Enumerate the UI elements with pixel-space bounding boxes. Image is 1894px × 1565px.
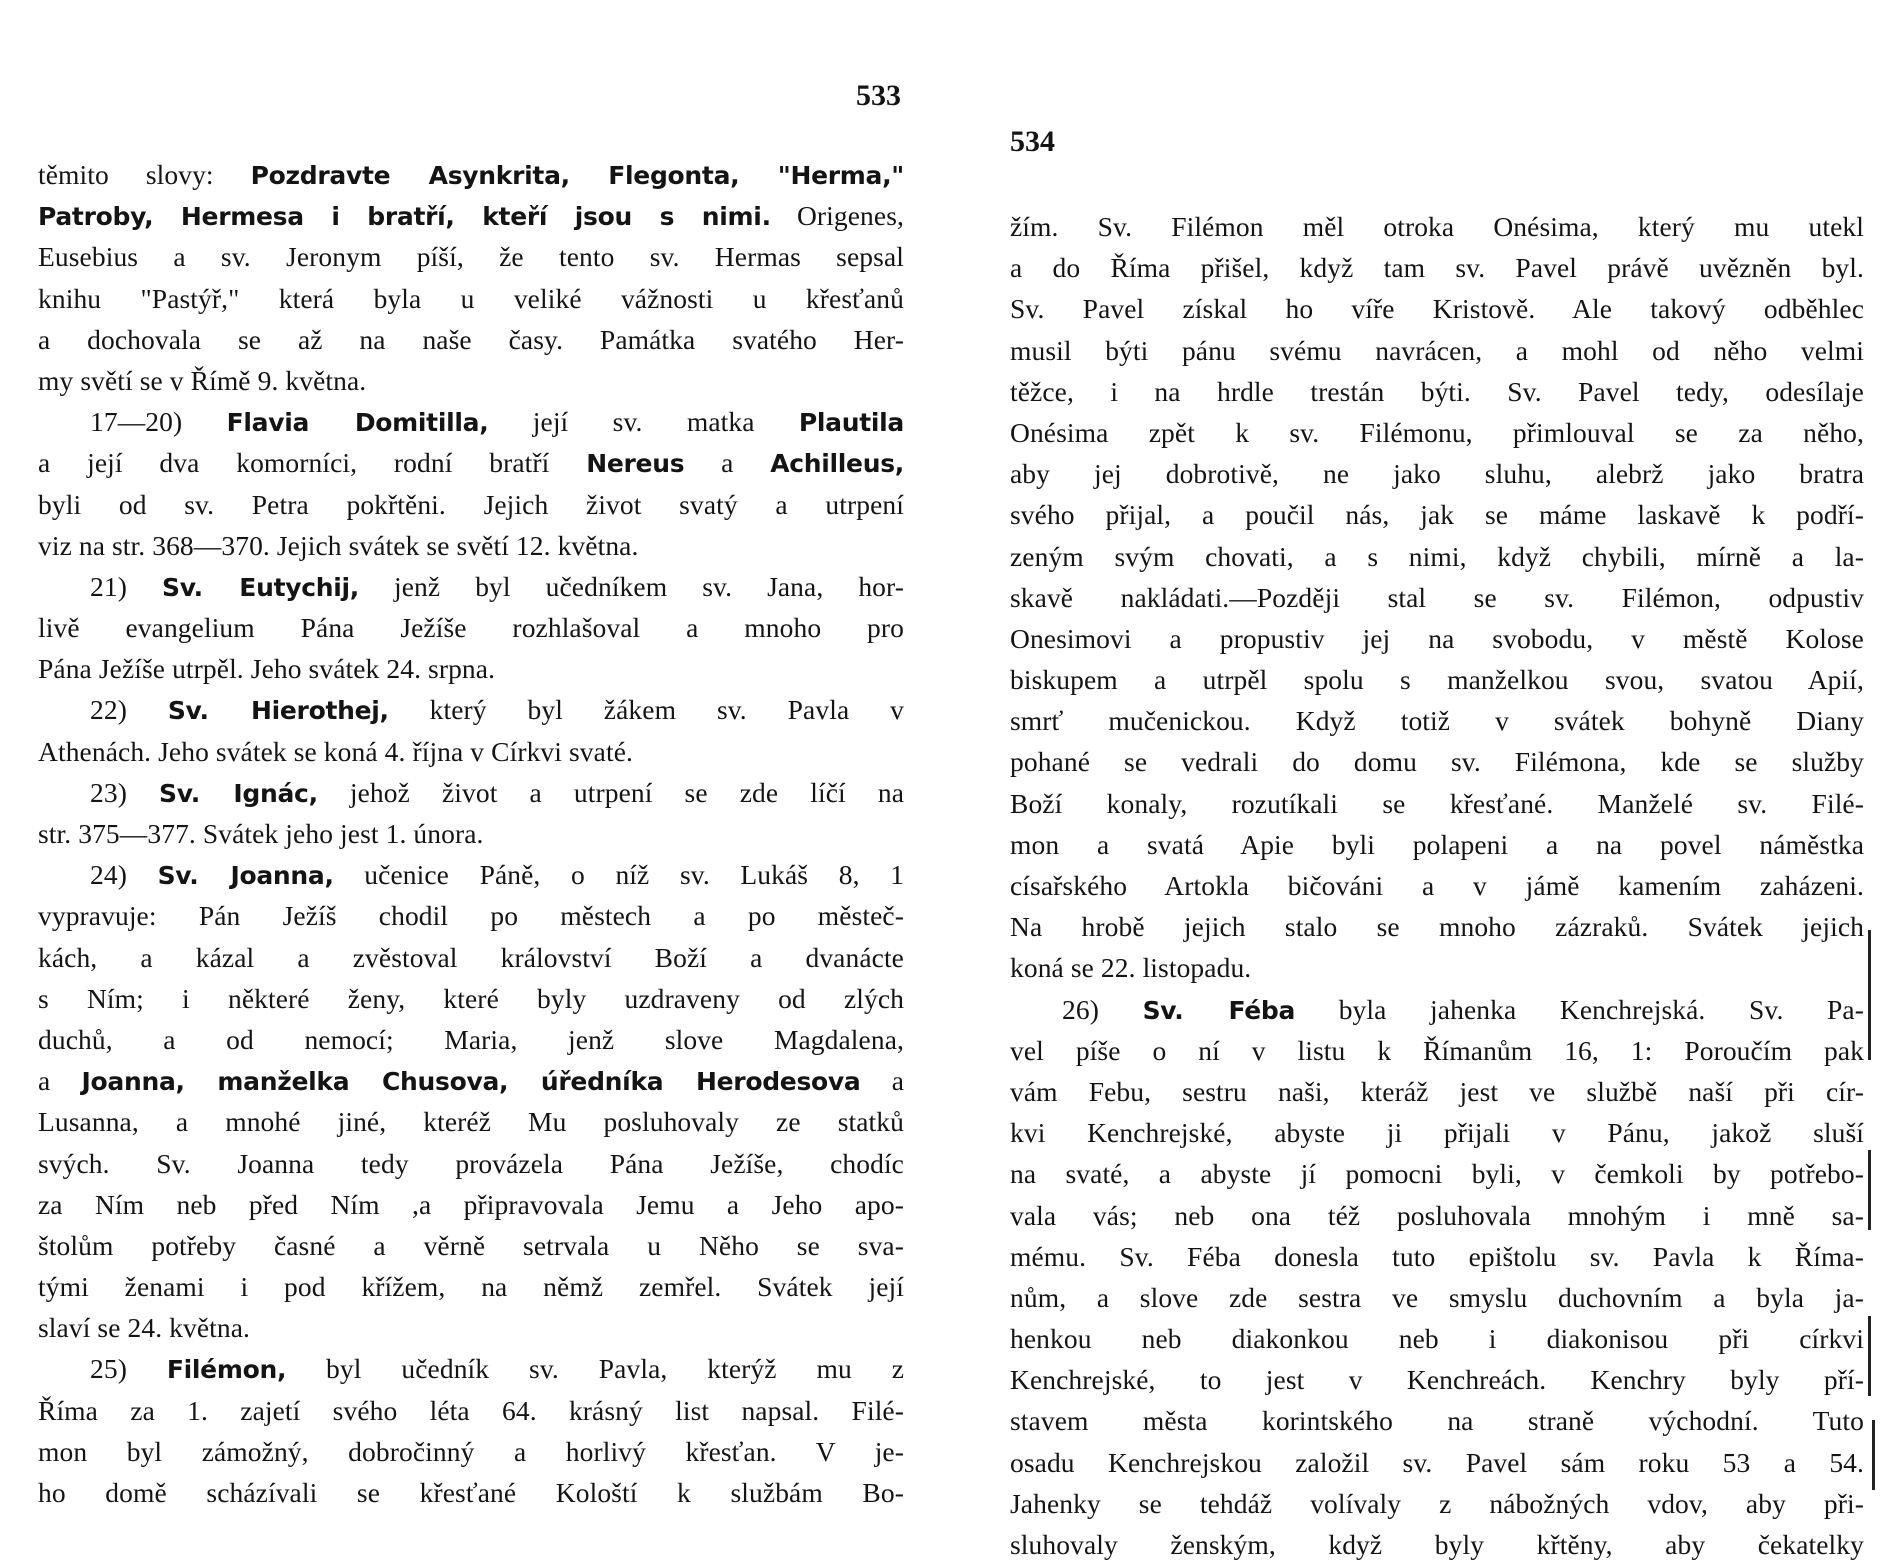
text-line	[1010, 1030, 1864, 1071]
text-run: 21)	[90, 570, 162, 602]
text-line	[1010, 1442, 1864, 1483]
text-line	[1010, 700, 1864, 741]
text-run: sluhovaly ženským, když byly křtěny, aby čekatelky	[1010, 1529, 1864, 1560]
text-run: Onesimovi a propustiv jej na svobodu, v městě Kolose	[1010, 622, 1864, 654]
text-line	[1010, 989, 1864, 1030]
text-line	[1010, 371, 1864, 412]
text-line	[1010, 1153, 1864, 1194]
text-line	[38, 1390, 904, 1431]
text-line	[1010, 1195, 1864, 1236]
text-run: pohané se vedrali do domu sv. Filémona, kde se služby	[1010, 746, 1864, 778]
text-run: livě evangelium Pána Ježíše rozhlašoval a mnoho pro	[38, 612, 904, 644]
text-run: Jahenky se tehdáž volívaly z nábožných vdov, aby při-	[1010, 1487, 1864, 1519]
bold-name: Pozdravte Asynkrita, Flegonta, "Herma,"	[250, 161, 904, 190]
text-run: skavě nakládati.—Později stal se sv. Filémon, odpustiv	[1010, 581, 1864, 613]
text-line	[38, 854, 904, 895]
margin-rule	[1868, 1316, 1871, 1396]
text-line	[38, 1266, 904, 1307]
text-line	[38, 566, 904, 607]
text-run: kvi Kenchrejské, abyste ji přijali v Pánu, jakož sluší	[1010, 1117, 1864, 1149]
text-line	[1010, 247, 1864, 288]
bold-name: Filémon,	[166, 1355, 287, 1385]
margin-rule	[1868, 1150, 1871, 1230]
text-run: 23)	[90, 776, 160, 808]
text-run: Boží konaly, rozutíkali se křesťané. Manželé sv. Filé-	[1010, 787, 1864, 819]
text-line	[1010, 1318, 1864, 1359]
text-run: císařského Artokla bičováni a v jámě kamením zaházeni.	[1010, 870, 1864, 901]
text-run: Origenes,	[770, 200, 904, 232]
text-line	[1010, 1236, 1864, 1277]
page-number: 533	[856, 79, 901, 112]
text-run: 22)	[90, 694, 168, 726]
text-line	[38, 937, 904, 978]
text-line	[1010, 206, 1864, 247]
text-run: těmito slovy:	[38, 159, 251, 190]
text-run: osadu Kenchrejskou založil sv. Pavel sám roku 53 a 54.	[1010, 1446, 1864, 1478]
text-run: vel píše o ní v listu k Římanům 16, 1: Poroučím pak	[1010, 1034, 1864, 1066]
text-run: a do Říma přišel, když tam sv. Pavel právě uvězněn byl.	[1010, 252, 1864, 284]
text-run: a	[860, 1065, 904, 1097]
text-run: vypravuje: Pán Ježíš chodil po městech a po městeč-	[38, 900, 904, 932]
text-run: my světí se v Římě 9. května.	[38, 364, 367, 396]
text-run: 24)	[90, 859, 158, 891]
text-run: musil býti pánu svému navrácen, a mohl od něho velmi	[1010, 334, 1864, 366]
text-run: koná se 22. listopadu.	[1010, 952, 1252, 984]
text-line	[1010, 288, 1864, 329]
text-line	[1010, 1524, 1864, 1565]
text-run: svých. Sv. Joanna tedy provázela Pána Ježíše, chodíc	[38, 1147, 904, 1179]
page-number: 534	[1010, 125, 1055, 158]
text-run: knihu "Pastýř," která byla u veliké vážnosti u křesťanů	[38, 282, 904, 314]
text-run: mon a svatá Apie byli polapeni a na povel náměstka	[1010, 828, 1864, 860]
text-run: mému. Sv. Féba donesla tuto epištolu sv. Pavla k Říma-	[1010, 1240, 1864, 1272]
text-line	[38, 1348, 904, 1389]
text-line	[1010, 453, 1864, 494]
text-line	[38, 978, 904, 1019]
text-run: viz na str. 368—370. Jejich svátek se světí 12. května.	[38, 529, 639, 561]
text-line	[38, 1472, 904, 1513]
bold-name: Joanna, manželka Chusova, úředníka Herodesova	[81, 1067, 861, 1097]
text-line	[38, 648, 904, 689]
text-line	[1010, 1359, 1864, 1400]
text-line	[1010, 1277, 1864, 1318]
text-run: biskupem a utrpěl spolu s manželkou svou, svatou Apií,	[1010, 664, 1864, 696]
text-line	[38, 1101, 904, 1142]
text-run: a dochovala se až na naše časy. Památka svatého Her-	[38, 323, 904, 355]
text-run: ho domě scházívali se křesťané Koloští k službám Bo-	[38, 1477, 904, 1508]
text-line	[1010, 906, 1864, 947]
text-run: Kenchrejské, to jest v Kenchreách. Kenchry byly pří-	[1010, 1364, 1864, 1396]
text-run: Říma za 1. zajetí svého léta 64. krásný list napsal. Filé-	[38, 1394, 904, 1426]
margin-rule	[1872, 1420, 1875, 1490]
text-run: str. 375—377. Svátek jeho jest 1. února.	[38, 818, 484, 849]
text-run: 26)	[1062, 993, 1143, 1025]
text-run: Sv. Pavel získal ho víře Kristově. Ale takový odběhlec	[1010, 293, 1864, 325]
text-line	[38, 1143, 904, 1184]
text-run: nům, a slove zde sestra ve smyslu duchovním a byla ja-	[1010, 1281, 1864, 1313]
text-run: 17—20)	[90, 406, 227, 438]
bold-name: Sv. Eutychij,	[161, 572, 359, 602]
text-line	[38, 895, 904, 936]
text-line	[1010, 1071, 1864, 1112]
text-run: na svaté, a abyste jí pomocni byli, v čemkoli by potřebo-	[1010, 1158, 1864, 1190]
text-line	[1010, 741, 1864, 782]
text-line	[38, 236, 904, 277]
text-run: stavem města korintského na straně východní. Tuto	[1010, 1405, 1864, 1437]
text-run: a	[684, 447, 771, 479]
bold-name: Sv. Ignác,	[159, 778, 318, 808]
text-run: žím. Sv. Filémon měl otroka Onésima, který mu utekl	[1010, 211, 1864, 242]
text-line	[1010, 824, 1864, 865]
text-run: byla jahenka Kenchrejská. Sv. Pa-	[1295, 993, 1864, 1025]
text-line	[38, 525, 904, 566]
text-line	[1010, 330, 1864, 371]
bold-name: Sv. Hierothej,	[167, 696, 389, 726]
bold-name: Sv. Féba	[1142, 995, 1296, 1025]
text-run: Eusebius a sv. Jeronym píší, že tento sv. Hermas sepsal	[38, 241, 904, 273]
bold-name: Achilleus,	[770, 449, 904, 479]
text-run: těžce, i na hrdle trestán býti. Sv. Pavel tedy, odesílaje	[1010, 375, 1864, 407]
bold-name: Patroby, Hermesa i bratří, kteří jsou s nimi.	[38, 202, 771, 232]
text-line	[1010, 1483, 1864, 1524]
text-line	[1010, 865, 1864, 906]
text-line	[1010, 947, 1864, 988]
text-line	[38, 1307, 904, 1348]
margin-rule	[1868, 930, 1871, 1060]
text-run: který byl žákem sv. Pavla v	[388, 694, 904, 726]
text-run: aby jej dobrotivě, ne jako sluhu, alebrž jako bratra	[1010, 458, 1864, 490]
text-line	[38, 278, 904, 319]
text-run: a její dva komorníci, rodní bratří	[38, 447, 587, 479]
text-run: zeným svým chovati, a s nimi, když chybili, mírně a la-	[1010, 540, 1864, 572]
text-line	[38, 1019, 904, 1060]
text-run: její sv. matka	[488, 406, 799, 438]
text-run: jenž byl učedníkem sv. Jana, hor-	[358, 570, 904, 602]
text-run: Lusanna, a mnohé jiné, kteréž Mu posluhovaly ze statků	[38, 1106, 904, 1138]
text-run: Na hrobě jejich stalo se mnoho zázraků. Svátek jejich	[1010, 911, 1864, 943]
text-line	[1010, 577, 1864, 618]
text-run: vám Febu, sestru naši, kteráž jest ve službě naší při cír-	[1010, 1075, 1864, 1107]
text-run: za Ním neb před Ním ,a připravovala Jemu a Jeho apo-	[38, 1188, 904, 1220]
text-run: a	[38, 1065, 82, 1097]
text-run: tými ženami i pod křížem, na němž zemřel. Svátek její	[38, 1271, 904, 1303]
text-line	[1010, 783, 1864, 824]
text-run: 25)	[90, 1353, 167, 1385]
text-line	[38, 401, 904, 442]
text-line	[1010, 536, 1864, 577]
text-line	[38, 1060, 904, 1101]
text-line	[1010, 1400, 1864, 1441]
text-line	[1010, 659, 1864, 700]
text-run: slaví se 24. května.	[38, 1312, 251, 1344]
text-line	[38, 1225, 904, 1266]
text-run: byli od sv. Petra pokřtěni. Jejich život svatý a utrpení	[38, 488, 904, 520]
text-line	[38, 319, 904, 360]
bold-name: Nereus	[586, 449, 685, 479]
text-line	[38, 1184, 904, 1225]
text-line	[1010, 618, 1864, 659]
text-line	[38, 1431, 904, 1472]
text-run: byl učedník sv. Pavla, kterýž mu z	[286, 1353, 904, 1385]
text-line	[38, 484, 904, 525]
text-run: mon byl zámožný, dobročinný a horlivý křesťan. V je-	[38, 1435, 904, 1467]
text-run: henkou neb diakonkou neb i diakonisou při církvi	[1010, 1323, 1864, 1355]
text-run: s Ním; i některé ženy, které byly uzdraveny od zlých	[38, 982, 904, 1014]
text-line	[38, 731, 904, 772]
text-line	[38, 442, 904, 483]
text-run: smrť mučenickou. Když totiž v svátek bohyně Diany	[1010, 705, 1864, 737]
text-run: svého přijal, a poučil nás, jak se máme laskavě k podří-	[1010, 499, 1864, 531]
text-run: duchů, a od nemocí; Maria, jenž slove Magdalena,	[38, 1023, 904, 1055]
bold-name: Plautila	[798, 408, 904, 438]
text-run: jehož život a utrpení se zde líčí na	[317, 776, 904, 808]
text-run: učenice Páně, o níž sv. Lukáš 8, 1	[333, 859, 904, 891]
text-run: štolům potřeby časné a věrně setrvala u Něho se sva-	[38, 1229, 904, 1261]
text-line	[38, 195, 904, 236]
text-line	[1010, 1112, 1864, 1153]
bold-name: Flavia Domitilla,	[226, 408, 489, 438]
text-line	[38, 689, 904, 730]
page-text	[1010, 206, 1864, 1565]
text-line	[38, 360, 904, 401]
text-run: Pána Ježíše utrpěl. Jeho svátek 24. srpna.	[38, 653, 496, 685]
text-line	[1010, 412, 1864, 453]
text-line	[1010, 494, 1864, 535]
page-text	[38, 154, 904, 1513]
text-run: kách, a kázal a zvěstoval království Boží a dvanácte	[38, 941, 904, 973]
text-line	[38, 607, 904, 648]
text-run: vala vás; neb ona též posluhovala mnohým i mně sa-	[1010, 1199, 1864, 1231]
text-run: Athenách. Jeho svátek se koná 4. října v Církvi svaté.	[38, 735, 633, 767]
text-line	[38, 154, 904, 195]
bold-name: Sv. Joanna,	[157, 861, 334, 891]
text-line	[38, 772, 904, 813]
text-line	[38, 813, 904, 854]
text-run: Onésima zpět k sv. Filémonu, přimlouval se za něho,	[1010, 416, 1864, 448]
